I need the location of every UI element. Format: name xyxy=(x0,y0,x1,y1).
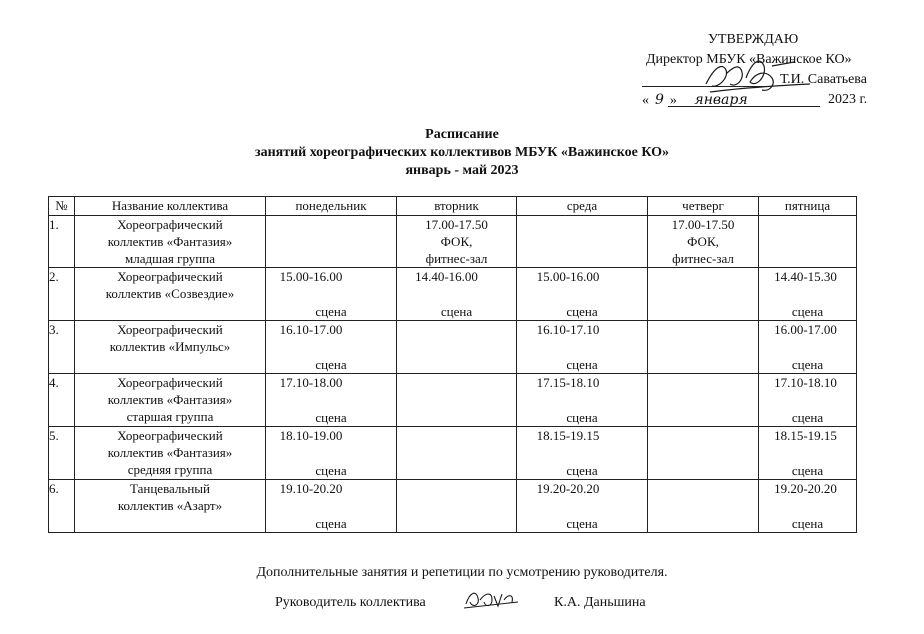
friday-cell: 17.10-18.10 сцена xyxy=(759,374,857,427)
wednesday-cell: 17.15-18.10 сцена xyxy=(517,374,648,427)
thursday-cell xyxy=(648,480,759,533)
wednesday-cell: 15.00-16.00 сцена xyxy=(517,268,648,321)
wednesday-cell: 16.10-17.10 сцена xyxy=(517,321,648,374)
friday-cell: 16.00-17.00 сцена xyxy=(759,321,857,374)
thursday-cell xyxy=(648,374,759,427)
header-wednesday: среда xyxy=(517,197,648,216)
collective-name: Хореографический коллектив «Созвездие» xyxy=(75,268,266,321)
thursday-cell xyxy=(648,268,759,321)
director-line: Директор МБУК «Важинское КО» xyxy=(646,52,852,67)
date-line xyxy=(668,106,820,107)
schedule-table xyxy=(48,196,857,533)
header-thursday: четверг xyxy=(648,197,759,216)
table-header-row xyxy=(49,197,857,216)
header-friday: пятница xyxy=(759,197,857,216)
tuesday-cell xyxy=(397,427,517,480)
header-name: Название коллектива xyxy=(75,197,266,216)
row-number: 1. xyxy=(49,216,75,268)
director-name: Т.И. Саватьева xyxy=(780,72,867,87)
wednesday-cell xyxy=(517,216,648,268)
monday-cell: 16.10-17.00 сцена xyxy=(266,321,397,374)
approval-date: « 9 » января xyxy=(642,92,748,108)
table-row xyxy=(49,321,857,374)
monday-cell: 18.10-19.00 сцена xyxy=(266,427,397,480)
friday-cell: 19.20-20.20 сцена xyxy=(759,480,857,533)
monday-cell: 17.10-18.00 сцена xyxy=(266,374,397,427)
collective-name: Хореографический коллектив «Фантазия» младшая группа xyxy=(75,216,266,268)
tuesday-cell xyxy=(397,480,517,533)
collective-name: Танцевальный коллектив «Азарт» xyxy=(75,480,266,533)
row-number: 6. xyxy=(49,480,75,533)
date-day: 9 xyxy=(655,92,664,108)
friday-cell: 14.40-15.30 сцена xyxy=(759,268,857,321)
additional-note: Дополнительные занятия и репетиции по усмотрению руководителя. xyxy=(256,565,668,580)
tuesday-cell: 17.00-17.50 ФОК, фитнес-зал xyxy=(397,216,517,268)
collective-name: Хореографический коллектив «Фантазия» старшая группа xyxy=(75,374,266,427)
row-number: 3. xyxy=(49,321,75,374)
approve-word: УТВЕРЖДАЮ xyxy=(708,32,799,47)
doc-subtitle: занятий хореографических коллективов МБУК «Важинское КО» xyxy=(254,145,670,160)
thursday-cell: 17.00-17.50 ФОК, фитнес-зал xyxy=(648,216,759,268)
table-row xyxy=(49,480,857,533)
thursday-cell xyxy=(648,427,759,480)
wednesday-cell: 19.20-20.20 сцена xyxy=(517,480,648,533)
tuesday-cell xyxy=(397,321,517,374)
tuesday-cell: 14.40-16.00 сцена xyxy=(397,268,517,321)
monday-cell: 15.00-16.00 сцена xyxy=(266,268,397,321)
table-row xyxy=(49,268,857,321)
header-monday: понедельник xyxy=(266,197,397,216)
table-row xyxy=(49,427,857,480)
monday-cell: 19.10-20.20 сцена xyxy=(266,480,397,533)
leader-signature xyxy=(462,586,520,612)
director-signature xyxy=(700,48,820,100)
row-number: 4. xyxy=(49,374,75,427)
header-num: № xyxy=(49,197,75,216)
table-row xyxy=(49,216,857,268)
collective-name: Хореографический коллектив «Фантазия» средняя группа xyxy=(75,427,266,480)
leader-label: Руководитель коллектива xyxy=(275,595,426,610)
monday-cell xyxy=(266,216,397,268)
doc-title: Расписание xyxy=(425,127,499,142)
leader-name: К.А. Даньшина xyxy=(554,595,646,610)
row-number: 5. xyxy=(49,427,75,480)
collective-name: Хореографический коллектив «Импульс» xyxy=(75,321,266,374)
date-month: января xyxy=(694,92,748,108)
friday-cell xyxy=(759,216,857,268)
date-year: 2023 г. xyxy=(828,92,868,107)
header-tuesday: вторник xyxy=(397,197,517,216)
wednesday-cell: 18.15-19.15 сцена xyxy=(517,427,648,480)
friday-cell: 18.15-19.15 сцена xyxy=(759,427,857,480)
row-number: 2. xyxy=(49,268,75,321)
doc-period: январь - май 2023 xyxy=(405,163,519,178)
table-row xyxy=(49,374,857,427)
thursday-cell xyxy=(648,321,759,374)
tuesday-cell xyxy=(397,374,517,427)
